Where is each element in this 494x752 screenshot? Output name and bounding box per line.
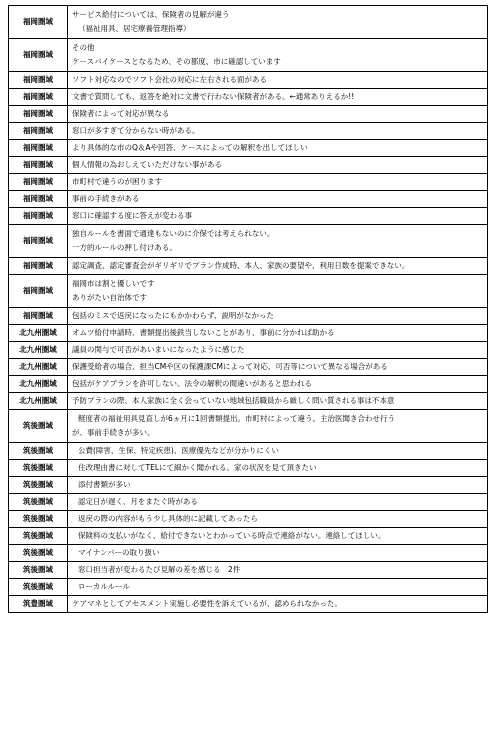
region-cell: 福岡圏域 <box>9 258 68 275</box>
table-row <box>9 579 488 596</box>
table-body <box>9 6 488 613</box>
region-cell: 筑後圏域 <box>9 460 68 477</box>
table-row <box>9 528 488 545</box>
comment-cell <box>68 410 488 443</box>
comment-cell <box>68 325 488 342</box>
table-row <box>9 477 488 494</box>
comment-line: が、事前手続きが多い。 <box>72 428 155 437</box>
comment-line: 保護受給者の場合、担当CMや区の保護課CMによって対応、可否等について異なる場合がある <box>72 362 388 371</box>
comment-cell <box>68 477 488 494</box>
table-row <box>9 511 488 528</box>
comment-cell <box>68 174 488 191</box>
region-cell: 北九州圏域 <box>9 376 68 393</box>
comment-line: ありがたい自治体です <box>72 293 147 302</box>
comment-cell <box>68 342 488 359</box>
region-cell: 福岡圏域 <box>9 140 68 157</box>
table-row <box>9 359 488 376</box>
table-row <box>9 208 488 225</box>
comment-cell <box>68 460 488 477</box>
comment-line: マイナンバーの取り扱い <box>78 548 160 557</box>
comment-line: 返戻の際の内容がもう少し具体的に記載してあったら <box>78 514 258 523</box>
comment-cell <box>68 140 488 157</box>
comment-cell <box>68 494 488 511</box>
region-cell: 福岡圏域 <box>9 191 68 208</box>
region-cell: 福岡圏域 <box>9 39 68 72</box>
region-cell: 筑後圏域 <box>9 477 68 494</box>
comment-line: 独自ルールを書面で通達もないのに介保では考えられない。 <box>72 229 275 238</box>
comment-line: ローカルルール <box>78 582 131 591</box>
comment-cell <box>68 443 488 460</box>
comment-line: 住改理由書に対してTELにて細かく聞かれる。家の状況を見て頂きたい <box>78 463 317 472</box>
comment-line: 保険者によって対応が異なる <box>72 109 170 118</box>
table-row <box>9 157 488 174</box>
table-row <box>9 562 488 579</box>
region-cell: 筑後圏域 <box>9 494 68 511</box>
table-row <box>9 545 488 562</box>
table-row <box>9 393 488 410</box>
table-row <box>9 174 488 191</box>
table-row <box>9 460 488 477</box>
comment-line: 包括のミスで返戻になったにもかかわらず、説明がなかった <box>72 311 274 320</box>
comment-line: 予防プランの際、本人家族に全く会っていない地域包括職員から厳しく問い質される事は不本意 <box>72 396 395 405</box>
region-cell: 福岡圏域 <box>9 225 68 258</box>
comment-cell <box>68 208 488 225</box>
region-cell: 福岡圏域 <box>9 157 68 174</box>
comment-line: サービス給付については、保険者の見解が違う <box>72 10 230 19</box>
region-cell: 筑後圏域 <box>9 443 68 460</box>
region-cell: 筑後圏域 <box>9 562 68 579</box>
region-cell: 北九州圏域 <box>9 325 68 342</box>
region-cell: 福岡圏域 <box>9 275 68 308</box>
comment-line: 市町村で違うのが困ります <box>72 177 162 186</box>
region-cell: 福岡圏域 <box>9 123 68 140</box>
comment-cell <box>68 39 488 72</box>
comment-cell <box>68 596 488 613</box>
table-row <box>9 89 488 106</box>
comment-cell <box>68 579 488 596</box>
comment-cell <box>68 308 488 325</box>
table-row <box>9 6 488 39</box>
region-cell: 筑後圏域 <box>9 528 68 545</box>
table-row <box>9 494 488 511</box>
table-row <box>9 596 488 613</box>
comment-line: 窓口担当者が変わるたび見解の差を感じる 2件 <box>78 565 241 574</box>
region-cell: 筑後圏域 <box>9 511 68 528</box>
comment-cell <box>68 275 488 308</box>
table-row <box>9 308 488 325</box>
comment-line: 認定日が遅く、月をまたぐ時がある <box>78 497 198 506</box>
comment-line: 添付書類が多い <box>78 480 131 489</box>
region-cell: 福岡圏域 <box>9 89 68 106</box>
region-cell: 筑豊圏域 <box>9 596 68 613</box>
table-row <box>9 258 488 275</box>
comment-line: 個人情報の為おしえていただけない事がある <box>72 160 222 169</box>
region-cell: 福岡圏域 <box>9 174 68 191</box>
comment-cell <box>68 258 488 275</box>
comment-cell <box>68 359 488 376</box>
table-row <box>9 443 488 460</box>
comment-cell <box>68 157 488 174</box>
comment-line: その他 <box>72 43 95 52</box>
comment-line: 公費(障害、生保、特定疾患)、医療優先などが分かりにくい <box>78 446 279 455</box>
comment-cell <box>68 393 488 410</box>
table-row <box>9 106 488 123</box>
comment-cell <box>68 6 488 39</box>
comment-line: 軽度者の福祉用具見直しが6ヵ月に1回書類提出。市町村によって違う。主治医聞き合わせ行う <box>78 414 396 423</box>
survey-comments-table <box>8 5 488 613</box>
region-cell: 福岡圏域 <box>9 72 68 89</box>
table-row <box>9 123 488 140</box>
comment-cell <box>68 123 488 140</box>
table-row <box>9 225 488 258</box>
region-cell: 北九州圏域 <box>9 342 68 359</box>
comment-line: 窓口が多すぎて分からない時がある。 <box>72 126 200 135</box>
comment-line: （福祉用具、居宅療養管理指導） <box>78 24 191 33</box>
comment-line: 文書で質問しても、返答を絶対に文書で行わない保険者がある。←通常ありえるか!! <box>72 92 355 101</box>
comment-cell <box>68 562 488 579</box>
comment-line: 議員の関与で可否があいまいになったように感じた <box>72 345 245 354</box>
table-row <box>9 342 488 359</box>
region-cell: 福岡圏域 <box>9 308 68 325</box>
region-cell: 福岡圏域 <box>9 106 68 123</box>
table-row <box>9 39 488 72</box>
table-row <box>9 140 488 157</box>
comment-line: 認定調査、認定審査会がギリギリでプラン作成時、本人、家族の要望や、利用日数を提案できない。 <box>72 261 410 270</box>
comment-line: 保険料の支払いがなく、給付できないとわかっている時点で連絡がない。連絡してほしい。 <box>78 531 386 540</box>
region-cell: 北九州圏域 <box>9 359 68 376</box>
table-row <box>9 410 488 443</box>
comment-cell <box>68 191 488 208</box>
comment-line: ソフト対応なのでソフト会社の対応に左右される面がある <box>72 75 267 84</box>
survey-table-page <box>8 5 488 613</box>
comment-line: 福岡市は割と優しいです <box>72 279 155 288</box>
region-cell: 福岡圏域 <box>9 6 68 39</box>
comment-line: 窓口に確認する度に答えが変わる事 <box>72 211 192 220</box>
region-cell: 北九州圏域 <box>9 393 68 410</box>
comment-cell <box>68 225 488 258</box>
table-row <box>9 376 488 393</box>
table-row <box>9 72 488 89</box>
comment-cell <box>68 376 488 393</box>
comment-cell <box>68 528 488 545</box>
table-row <box>9 325 488 342</box>
table-row <box>9 191 488 208</box>
table-row <box>9 275 488 308</box>
comment-cell <box>68 89 488 106</box>
comment-line: ケースバイケースとなるため、その都度、市に確認しています <box>72 57 281 66</box>
comment-cell <box>68 72 488 89</box>
region-cell: 筑後圏域 <box>9 579 68 596</box>
region-cell: 筑後圏域 <box>9 545 68 562</box>
comment-line: ケアマネとしてアセスメント実施し必要性を訴えているが、認められなかった。 <box>72 599 342 608</box>
comment-cell <box>68 545 488 562</box>
region-cell: 筑後圏域 <box>9 410 68 443</box>
comment-line: オムツ給付申請時、書類提出後鉄当しないことがあり、事前に分かれば助かる <box>72 328 335 337</box>
comment-cell <box>68 511 488 528</box>
comment-line: 一方的ルールの押し付けある。 <box>72 243 177 252</box>
comment-line: 事前の手続きがある <box>72 194 140 203</box>
comment-cell <box>68 106 488 123</box>
comment-line: 包括がケアプランを許可しない。法令の解釈の間違いがあると思われる <box>72 379 312 388</box>
region-cell: 福岡圏域 <box>9 208 68 225</box>
comment-line: より具体的な市のQ＆Aや回答、ケースによっての解釈を出してほしい <box>72 143 308 152</box>
